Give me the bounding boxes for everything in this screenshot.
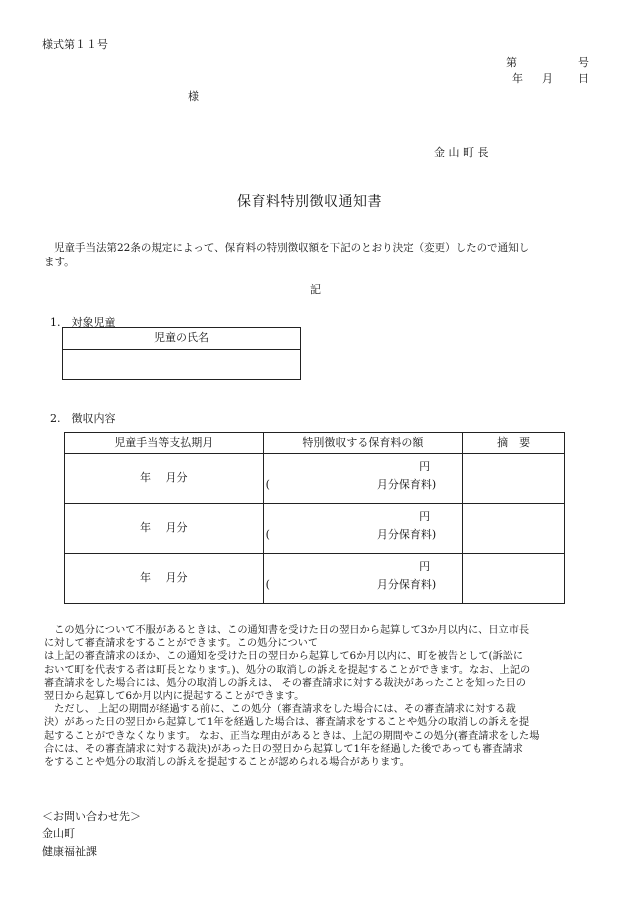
doc-no-prefix: 第 [506, 56, 517, 69]
contact-heading: ＜お問い合わせ先＞ [42, 810, 141, 823]
addressee-honorific: 様 [188, 90, 199, 103]
contact-org: 金山町 [42, 827, 75, 840]
notice-line: に対して審査請求をすることができます。この処分について [44, 638, 319, 650]
collection-table [64, 432, 565, 604]
notice-line: この処分について不服があるときは、この通知書を受けた日の翌日から起算して3か月以内に、日立市長 [44, 625, 530, 636]
doc-no-suffix: 号 [578, 56, 589, 69]
paren-open: ( [265, 528, 270, 541]
row-period: 年 月分 [65, 554, 264, 604]
table-row [65, 454, 565, 504]
yen-label: 円 [419, 560, 431, 573]
row-amount [263, 454, 463, 504]
notice-line: は上記の審査請求のほか、この通知を受けた日の翌日から起算して6か月以内に、町を被告として(訴訟に [44, 651, 524, 663]
yen-label: 円 [419, 460, 431, 473]
col-header-period: 児童手当等支払期月 [65, 433, 264, 454]
monthly-fee-label: 月分保育料) [376, 528, 437, 541]
row-note [463, 454, 565, 504]
issuer: 金 山 町 長 [434, 146, 489, 159]
child-name-cell [63, 350, 301, 380]
monthly-fee-label: 月分保育料) [376, 578, 437, 591]
row-amount [263, 554, 463, 604]
row-note [463, 504, 565, 554]
contact-dept: 健康福祉課 [42, 845, 97, 858]
notice-line: ただし、 上記の期間が経過する前に、この処分（審査請求をした場合には、その審査請求に対する裁 [44, 704, 516, 716]
notice-line: をすることや処分の取消しの訴えを提起することが認められる場合があります。 [44, 757, 410, 769]
appeal-notice [44, 624, 584, 769]
notice-line: 審査請求をした場合には、処分の取消しの訴えは、 その審査請求に対する裁決があったことを知った日の [44, 677, 526, 689]
monthly-fee-label: 月分保育料) [376, 478, 437, 491]
row-period: 年 月分 [65, 504, 264, 554]
col-header-note: 摘 要 [463, 433, 565, 454]
form-number: 様式第１１号 [42, 38, 108, 51]
notice-line: 合には、その審査請求に対する裁決)があった日の翌日から起算して1年を経過した後であっても審査請求 [44, 743, 523, 755]
table-row [65, 554, 565, 604]
section2-heading: 2. 徴収内容 [50, 412, 116, 425]
notice-line: 翌日から起算して6か月以内に提起することができます。 [44, 691, 305, 703]
ki-label: 記 [310, 283, 321, 296]
section1-heading: 1. 対象児童 [50, 316, 116, 329]
page-title: 保育料特別徴収通知書 [237, 194, 382, 210]
col-header-amount: 特別徴収する保育料の額 [263, 433, 463, 454]
date-year: 年 [512, 72, 523, 85]
row-period: 年 月分 [65, 454, 264, 504]
intro-line-1: 児童手当法第22条の規定によって、保育料の特別徴収額を下記のとおり決定（変更）したので通知し [54, 242, 530, 254]
date-month: 月 [542, 72, 553, 85]
table-row [65, 504, 565, 554]
row-note [463, 554, 565, 604]
row-amount [263, 504, 463, 554]
child-name-table [62, 327, 301, 380]
paren-open: ( [265, 478, 270, 491]
child-name-header: 児童の氏名 [63, 328, 301, 350]
date-day: 日 [578, 72, 589, 85]
paren-open: ( [265, 578, 270, 591]
notice-line: 起することができなくなります。 なお、正当な理由があるときは、上記の期間やこの処分(審査請求をした場 [44, 730, 540, 742]
notice-line: おいて町を代表する者は町長となります。)、処分の取消しの訴えを提起することができます。なお、上記の [44, 664, 531, 676]
yen-label: 円 [419, 510, 431, 523]
notice-line: 決）があった日の翌日から起算して1年を経過した場合は、審査請求をすることや処分の取消しの訴えを提 [44, 717, 530, 729]
intro-line-2: ます。 [44, 256, 75, 268]
